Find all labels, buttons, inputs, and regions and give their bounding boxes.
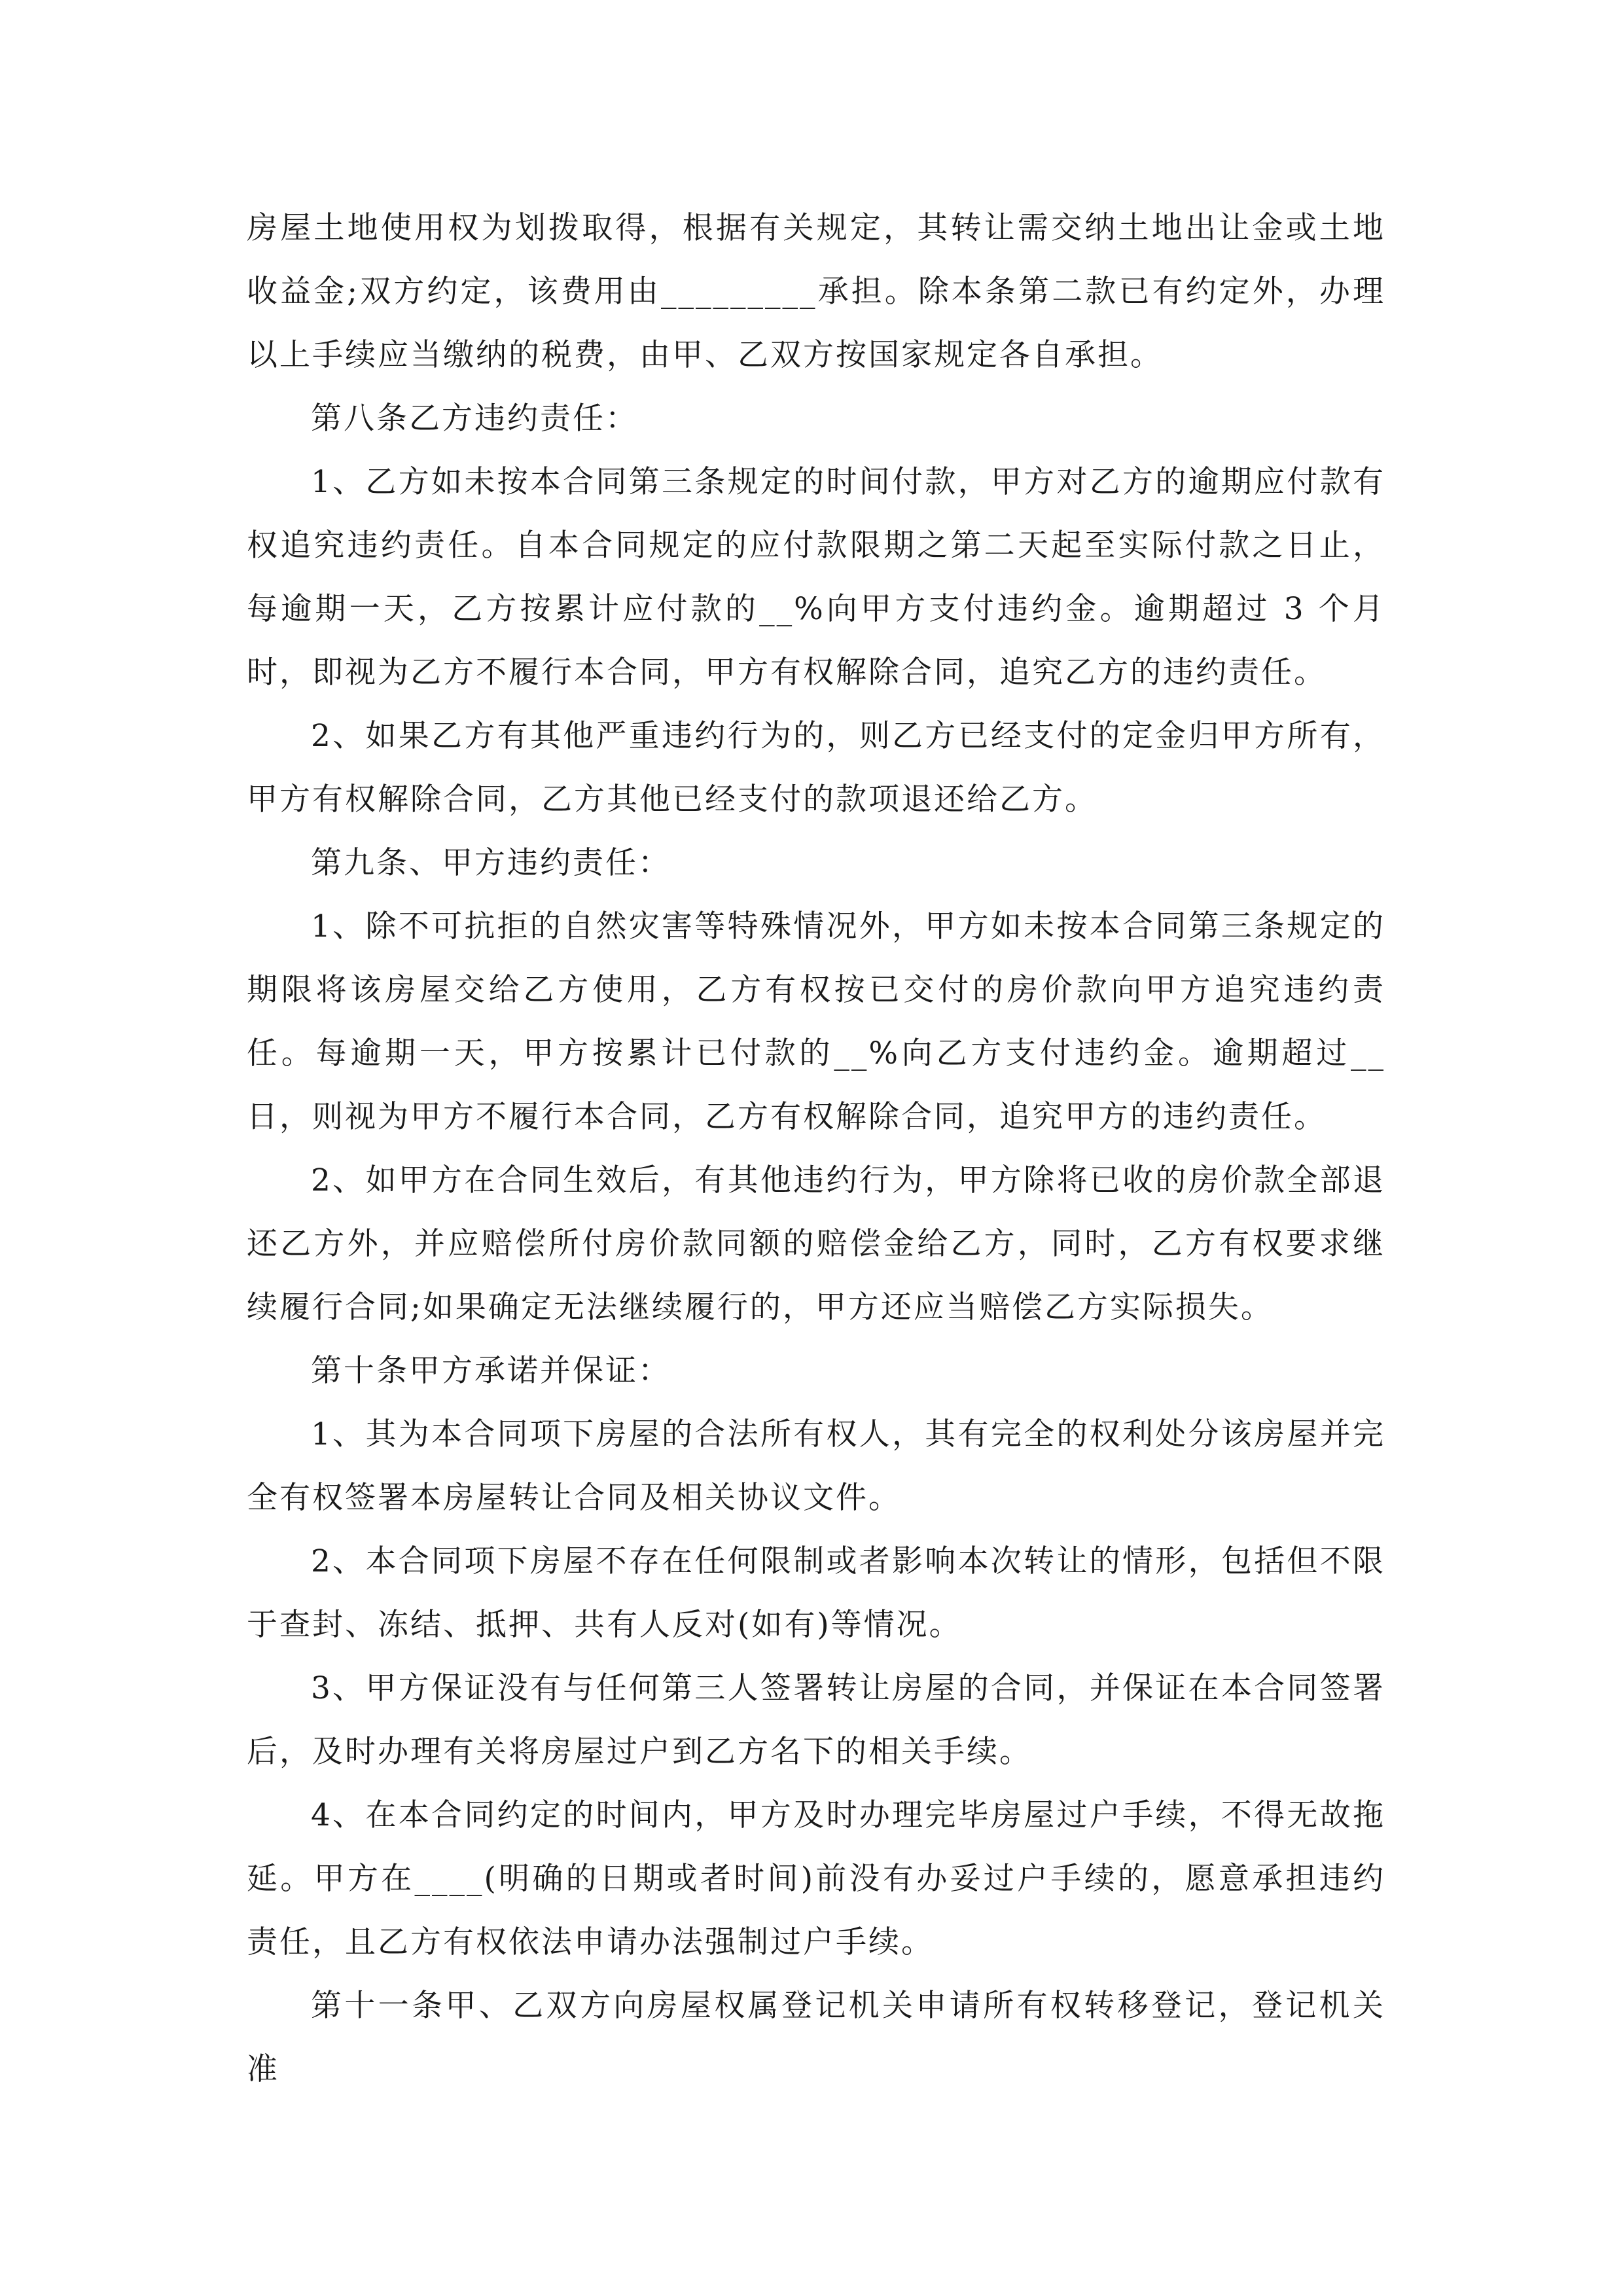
- paragraph-land-fees: 房屋土地使用权为划拨取得，根据有关规定，其转让需交纳土地出让金或土地收益金;双方约定，该费用由_________承担。除本条第二款已有约定外，办理以上手续应当缴纳的税费，由甲、乙双方按国家规定各自承担。: [247, 210, 1385, 373]
- paragraph-article-8-item-2: 2、如果乙方有其他严重违约行为的，则乙方已经支付的定金归甲方所有，甲方有权解除合同，乙方其他已经支付的款项退还给乙方。: [247, 718, 1385, 817]
- paragraph-article-9-item-1: 1、除不可抗拒的自然灾害等特殊情况外，甲方如未按本合同第三条规定的期限将该房屋交给乙方使用，乙方有权按已交付的房价款向甲方追究违约责任。每逾期一天，甲方按累计已付款的__%向乙方支付违约金。逾期超过__日，则视为甲方不履行本合同，乙方有权解除合同，追究甲方的违约责任。: [247, 908, 1385, 1135]
- paragraph-article-8-item-1: 1、乙方如未按本合同第三条规定的时间付款，甲方对乙方的逾期应付款有权追究违约责任。自本合同规定的应付款限期之第二天起至实际付款之日止，每逾期一天，乙方按累计应付款的__%向甲方支付违约金。逾期超过 3 个月时，即视为乙方不履行本合同，甲方有权解除合同，追究乙方的违约责任。: [247, 464, 1385, 691]
- heading-article-9: 第九条、甲方违约责任：: [311, 845, 671, 881]
- paragraph-article-9-item-2: 2、如甲方在合同生效后，有其他违约行为，甲方除将已收的房价款全部退还乙方外，并应赔偿所付房价款同额的赔偿金给乙方，同时，乙方有权要求继续履行合同;如果确定无法继续履行的，甲方还应当赔偿乙方实际损失。: [247, 1162, 1385, 1325]
- paragraph-article-10-item-1: 1、其为本合同项下房屋的合法所有权人，其有完全的权利处分该房屋并完全有权签署本房屋转让合同及相关协议文件。: [247, 1416, 1385, 1516]
- paragraph-article-10-item-3: 3、甲方保证没有与任何第三人签署转让房屋的合同，并保证在本合同签署后，及时办理有关将房屋过户到乙方名下的相关手续。: [247, 1670, 1385, 1770]
- heading-article-10: 第十条甲方承诺并保证：: [311, 1353, 671, 1389]
- heading-article-8: 第八条乙方违约责任：: [311, 401, 638, 437]
- paragraph-article-10-item-4: 4、在本合同约定的时间内，甲方及时办理完毕房屋过户手续，不得无故拖延。甲方在____(明确的日期或者时间)前没有办妥过户手续的，愿意承担违约责任，且乙方有权依法申请办法强制过户手续。: [247, 1797, 1385, 1960]
- document-body: [247, 196, 1385, 2101]
- heading-article-11: 第十一条甲、乙双方向房屋权属登记机关申请所有权转移登记，登记机关准: [247, 1988, 1385, 2087]
- paragraph-article-10-item-2: 2、本合同项下房屋不存在任何限制或者影响本次转让的情形，包括但不限于查封、冻结、抵押、共有人反对(如有)等情况。: [247, 1543, 1385, 1643]
